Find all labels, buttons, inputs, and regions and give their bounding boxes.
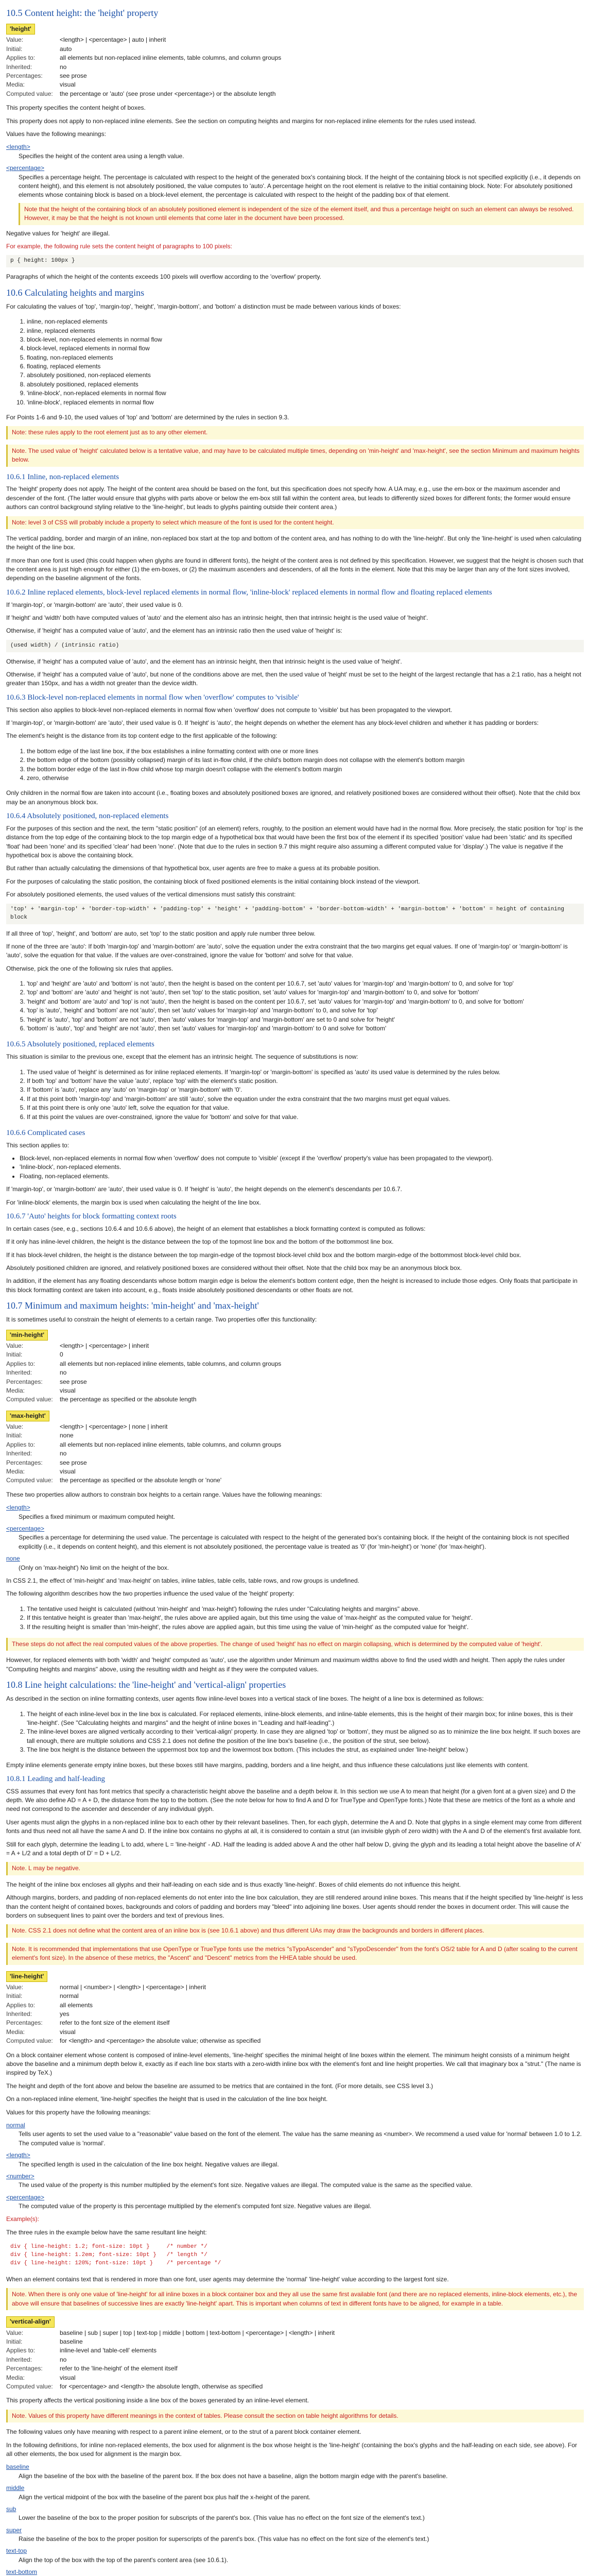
note: Note. It is recommended that implementations that use OpenType or TrueType fonts use the metrics "sTypoAscender" and "sTypoDescender" from the font's OS/2 table for A and D (after scaling to the current element's font size). In the absence of these metrics, the "Ascent" and "Descent" metrics from the HHEA table should be used.	[6, 1943, 584, 1965]
property-key: Computed value:	[6, 1477, 53, 1484]
property-row	[6, 1395, 283, 1404]
list	[6, 979, 584, 1033]
paragraph: This property does not apply to non-replaced inline elements. See the section on computing heights and margins for non-replaced inline elements for the rules used instead.	[6, 117, 477, 125]
paragraph: Still for each glyph, determine the leading L to add, where L = 'line-height' - AD. Half the leading is added above A and the other half below D, giving the glyph and its leading a total height above the baseline of A' = A + L/2 and a total depth of D' = D + L/2.	[6, 1840, 582, 1857]
property-table	[6, 1342, 283, 1404]
property-value: for <percentage> and <length> the absolute length, otherwise as specified	[60, 2382, 263, 2390]
list-item: 1. the bottom edge of the last line box, if the box establishes a inline formatting context with one or more lines	[27, 747, 584, 756]
paragraph: Otherwise, if 'height' has a computed value of 'auto', and the element has an intrinsic height, then that intrinsic height is the used value of 'height'.	[6, 657, 402, 665]
property-row	[6, 2374, 337, 2382]
property-row	[6, 1467, 283, 1476]
paragraph: If none of the three are 'auto': If both 'margin-top' and 'margin-bottom' are 'auto', solve the equation under the extra constraint that the two margins get equal values. If one of 'margin-top' or 'margin-bottom' is 'auto', solve the equation for that value. If the values are over-constrained, ignore the value for 'bottom' and solve for that value.	[6, 942, 568, 959]
paragraph: For Points 1-6 and 9-10, the used values of 'top' and 'bottom' are determined by the rules in section 9.3.	[6, 414, 289, 421]
paragraph: In certain cases (see, e.g., sections 10.6.4 and 10.6.6 above), the height of an element that establishes a block formatting context is computed as follows:	[6, 1225, 426, 1232]
list-item: 2. The inline-level boxes are aligned vertically according to their 'vertical-align' property. In case they are aligned 'top' or 'bottom', they must be aligned so as to minimize the line box height. If such boxes are tall enough, there are multiple solutions and CSS 2.1 does not define the position of the line box's baseline (i.e., the position of the strut, see below).	[27, 1727, 584, 1745]
value-term[interactable]: <number>	[6, 2172, 34, 2180]
value-desc: Specifies a percentage for determining the used value. The percentage is calculated with respect to the height of the generated box's containing block. If the height of the containing block is not specified explicitly (i.e., it depends on content height), and this element is not absolutely positioned, the percentage value is treated as '0' (for 'min-height') or 'none' (for 'max-height').	[19, 1534, 569, 1550]
paragraph: But rather than actually calculating the dimensions of that hypothetical box, user agents are free to make a guess at its probable position.	[6, 865, 380, 872]
property-row	[6, 54, 283, 62]
value-term[interactable]: <percentage>	[6, 164, 45, 172]
property-row	[6, 2337, 337, 2346]
paragraph: Paragraphs of which the height of the contents exceeds 100 pixels will overflow according to the 'overflow' property.	[6, 273, 322, 281]
property-row	[6, 1449, 283, 1458]
property-key: Percentages:	[6, 1378, 43, 1385]
property-key: Applies to:	[6, 54, 36, 62]
list	[6, 317, 584, 407]
property-key: Initial:	[6, 2338, 23, 2346]
property-row	[6, 1431, 283, 1440]
property-name: 'min-height'	[6, 1330, 48, 1341]
value-desc: The specified length is used in the calculation of the line box height. Negative values are illegal.	[19, 2160, 279, 2168]
paragraph: It is sometimes useful to constrain the height of elements to a certain range. Two properties offer this functionality:	[6, 1316, 317, 1324]
property-row	[6, 1440, 283, 1449]
property-def-line-height	[6, 1970, 584, 2046]
value-desc: Specifies a fixed minimum or maximum computed height.	[19, 1513, 176, 1520]
section-title-10-6-3: 10.6.3 Block-level non-replaced elements in normal flow when 'overflow' computes to 'visible'	[6, 693, 299, 702]
property-table	[6, 1983, 263, 2046]
paragraph: For the purposes of calculating the static position, the containing block of fixed positioned elements is the initial containing block instead of the viewport.	[6, 877, 420, 885]
list	[6, 747, 584, 783]
list-item: 3. the bottom border edge of the last in-flow child whose top margin doesn't collapse with the element's bottom margin	[27, 765, 584, 774]
property-value: the percentage as specified or the absolute length	[60, 1396, 197, 1403]
list-item: 1. 'top' and 'height' are 'auto' and 'bottom' is not 'auto', then the height is based on the content per 10.6.7, set 'auto' values for 'margin-top' and 'margin-bottom' to 0, and solve for 'top'	[27, 979, 584, 988]
property-value: no	[60, 1369, 67, 1377]
property-key: Inherited:	[6, 1369, 32, 1377]
value-desc: Lower the baseline of the box to the proper position for subscripts of the parent's box. (This value has no effect on the font size of the element's text.)	[19, 2514, 425, 2522]
property-value: see prose	[60, 1459, 87, 1466]
paragraph: If 'margin-top', or 'margin-bottom' are 'auto', their used value is 0. If 'height' is 'auto', the height depends on the element's descendants per 10.6.7.	[6, 1185, 402, 1193]
paragraph: The 'height' property does not apply. The height of the content area should be based on the font, but this specification does not specify how. A UA may, e.g., use the em-box or the maximum ascender and descender of the font. (The latter would ensure that glyphs with parts above or below the em-box still fall within the content area, but leads to differently sized boxes for different fonts; the former would ensure authors can control background styling relative to the 'line-height', but leads to glyphs painting outside their content area.)	[6, 485, 571, 511]
value-term[interactable]: <length>	[6, 1504, 30, 1512]
list	[6, 1710, 584, 1755]
paragraph: The element's height is the distance from its top content edge to the first applicable of the following:	[6, 732, 277, 740]
value-desc: (Only on 'max-height') No limit on the height of the box.	[19, 1564, 169, 1571]
note: Note: these rules apply to the root element just as to any other element.	[6, 426, 584, 439]
paragraph: This property affects the vertical positioning inside a line box of the boxes generated by an inline-level element.	[6, 2397, 309, 2404]
property-row	[6, 1368, 283, 1377]
value-term[interactable]: <length>	[6, 2151, 30, 2159]
list-item: 2. the bottom edge of the bottom (possibly collapsed) margin of its last in-flow child, if the child's bottom margin does not collapse with the element's bottom margin	[27, 756, 584, 765]
section-title-10-6: 10.6 Calculating heights and margins	[6, 287, 145, 298]
value-desc: Raise the baseline of the box to the proper position for superscripts of the parent's box. (This value has no effect on the font size of the element's text.)	[19, 2535, 429, 2543]
property-key: Percentages:	[6, 2019, 43, 2027]
list-item: 2. If both 'top' and 'bottom' have the value 'auto', replace 'top' with the element's static position.	[27, 1077, 584, 1086]
paragraph: In CSS 2.1, the effect of 'min-height' and 'max-height' on tables, inline tables, table cells, table rows, and row groups is undefined.	[6, 1577, 360, 1584]
paragraph: Values have the following meanings:	[6, 130, 106, 138]
property-row	[6, 1350, 283, 1359]
section-title-10-6-4: 10.6.4 Absolutely positioned, non-replaced elements	[6, 812, 169, 821]
paragraph: The height of the inline box encloses all glyphs and their half-leading on each side and is thus exactly 'line-height'. Boxes of child elements do not influence this height.	[6, 1880, 461, 1888]
property-key: Value:	[6, 36, 24, 44]
property-value: no	[60, 1450, 67, 1458]
paragraph: Negative values for 'height' are illegal.	[6, 229, 110, 237]
property-value: the percentage as specified or the absolute length or 'none'	[60, 1477, 222, 1484]
paragraph: Only children in the normal flow are taken into account (i.e., floating boxes and absolutely positioned boxes are ignored, and relatively positioned boxes are considered without their offset). Note that the child box may be an anonymous block box.	[6, 789, 581, 806]
list-item: 1. The height of each inline-level box in the line box is calculated. For replaced elements, inline-block elements, and inline-table elements, this is the height of their margin box; for inline boxes, this is their 'line-height'. (See "Calculating heights and margins" and the height of inline boxes in "Leading and half-leading".)	[27, 1710, 584, 1728]
paragraph: However, for replaced elements with both 'width' and 'height' computed as 'auto', use the algorithm under Minimum and maximum widths above to find the used width and height. Then apply the rules under "Computing heights and margins" above, using the resulting width and height as if they were the computed values.	[6, 1656, 565, 1673]
paragraph: On a block container element whose content is composed of inline-level elements, 'line-height' specifies the minimal height of line boxes within the element. The minimum height consists of a minimum height above the baseline and a minimum depth below it, exactly as if each line box starts with a zero-width inline box with the element's font and line height properties. We call that imaginary box a "strut." (The name is inspired by TeX.)	[6, 2051, 581, 2077]
property-name: 'vertical-align'	[6, 2316, 55, 2327]
paragraph: This property specifies the content height of boxes.	[6, 104, 146, 112]
paragraph: The following algorithm describes how the two properties influence the used value of the 'height' property:	[6, 1590, 294, 1598]
list-item: 8. absolutely positioned, replaced elements	[27, 380, 584, 389]
paragraph: If all three of 'top', 'height', and 'bottom' are auto, set 'top' to the static position and apply rule number three below.	[6, 929, 316, 937]
property-row	[6, 2346, 337, 2355]
property-def-vertical-align	[6, 2315, 584, 2391]
property-value: visual	[60, 1386, 76, 1394]
property-value: <length> | <percentage> | inherit	[60, 1342, 149, 1349]
property-value: visual	[60, 1468, 76, 1476]
list-item: 5. floating, non-replaced elements	[27, 353, 584, 362]
property-def-height	[6, 23, 584, 98]
property-value: see prose	[60, 72, 87, 80]
property-key: Initial:	[6, 1351, 23, 1359]
property-value: no	[60, 63, 67, 71]
paragraph: Empty inline elements generate empty inline boxes, but these boxes still have margins, padding, borders and a line height, and thus influence these calculations just like elements with content.	[6, 1761, 529, 1769]
property-row	[6, 2364, 337, 2373]
list-item: 3. The line box height is the distance between the uppermost box top and the lowermost box bottom. (This includes the strut, as explained under 'line-height' below.)	[27, 1745, 584, 1754]
property-row	[6, 2010, 263, 2019]
property-row	[6, 2382, 337, 2391]
paragraph: If more than one font is used (this could happen when glyphs are found in different fonts), the height of the content area is not defined by this specification. However, we suggest that the height is chosen such that the content area is just high enough for either (1) the em-boxes, or (2) the maximum ascenders and descenders, of all the fonts in the element. Note that this may be larger than any of the font sizes involved, depending on the baseline alignment of the fonts.	[6, 556, 584, 582]
property-key: Inherited:	[6, 1450, 32, 1458]
value-desc: Specifies the height of the content area using a length value.	[19, 152, 184, 160]
list	[6, 1068, 584, 1122]
property-table	[6, 2329, 337, 2392]
paragraph: The three rules in the example below have the same resultant line height:	[6, 2228, 207, 2236]
property-row	[6, 36, 283, 44]
value-definitions	[6, 143, 584, 225]
property-row	[6, 1422, 283, 1431]
list-item: 4. If at this point both 'margin-top' and 'margin-bottom' are still 'auto', solve the equation under the extra constraint that the two margins must get equal values.	[27, 1095, 584, 1104]
value-term[interactable]: <percentage>	[6, 2193, 45, 2201]
property-row	[6, 1476, 283, 1485]
list-item: 4. 'top' is 'auto', 'height' and 'bottom' are not 'auto', then set 'auto' values for 'margin-top' and 'margin-bottom' to 0, and solve for 'top'	[27, 1006, 584, 1015]
value-term[interactable]: <length>	[6, 143, 30, 151]
list-item: 7. absolutely positioned, non-replaced elements	[27, 371, 584, 380]
property-key: Value:	[6, 1423, 24, 1431]
property-key: Percentages:	[6, 1459, 43, 1466]
note: Note that the height of the containing block of an absolutely positioned element is independent of the size of the element itself, and thus a percentage height on such an element can always be resolved. However, it may be that the height is not known until elements that come later in the document have been processed.	[19, 203, 584, 225]
property-key: Computed value:	[6, 2037, 53, 2045]
value-term[interactable]: super	[6, 2526, 22, 2534]
value-definitions	[6, 2121, 584, 2211]
note: Note. The used value of 'height' calculated below is a tentative value, and may have to be calculated multiple times, depending on 'min-height' and 'max-height', see the section Minimum and maximum heights below.	[6, 445, 584, 467]
list-item: 1. The used value of 'height' is determined as for inline replaced elements. If 'margin-top' or 'margin-bottom' is specified as 'auto' its used value is determined by the rules below.	[27, 1068, 584, 1077]
paragraph: These two properties allow authors to constrain box heights to a certain range. Values have the following meanings:	[6, 1490, 322, 1498]
property-key: Inherited:	[6, 2355, 32, 2363]
property-value: <length> | <percentage> | auto | inherit	[60, 36, 166, 44]
value-term[interactable]: <percentage>	[6, 1524, 45, 1532]
property-row	[6, 72, 283, 80]
value-definitions	[6, 2463, 584, 2576]
property-key: Computed value:	[6, 2382, 53, 2390]
property-key: Percentages:	[6, 2365, 43, 2372]
property-name: 'max-height'	[6, 1411, 49, 1421]
property-key: Media:	[6, 81, 25, 89]
paragraph: If it only has inline-level children, the height is the distance between the top of the topmost line box and the bottom of the bottommost line box.	[6, 1238, 394, 1246]
property-value: see prose	[60, 1378, 87, 1385]
property-name: 'line-height'	[6, 1971, 47, 1982]
list-item: 4. zero, otherwise	[27, 774, 584, 783]
property-value: all elements	[60, 2001, 93, 2009]
formula: (used width) / (intrinsic ratio)	[6, 640, 584, 652]
property-value: none	[60, 1432, 74, 1439]
paragraph: Absolutely positioned children are ignored, and relatively positioned boxes are considered without their offset. Note that the child box may be an anonymous block box.	[6, 1264, 462, 1272]
value-term[interactable]: baseline	[6, 2463, 29, 2471]
paragraph: Otherwise, if 'height' has a computed value of 'auto', but none of the conditions above are met, then the used value of 'height' must be set to the height of the largest rectangle that has a 2:1 ratio, has a height not greater than 150px, and has a width not greater than the device width.	[6, 671, 582, 687]
property-value: baseline | sub | super | top | text-top | middle | bottom | text-bottom | <percentage> | <length> | inherit	[60, 2329, 335, 2336]
formula: 'top' + 'margin-top' + 'border-top-width' + 'padding-top' + 'height' + 'padding-bottom' + 'border-bottom-width' + 'margin-bottom' + 'bottom' = height of containing block	[6, 904, 584, 924]
list-item: 5. If at this point there is only one 'auto' left, solve the equation for that value.	[27, 1104, 584, 1112]
paragraph: This section also applies to block-level non-replaced elements in normal flow when 'overflow' does not compute to 'visible' but has been propagated to the viewport.	[6, 706, 453, 714]
property-value: visual	[60, 2028, 76, 2036]
section-title-10-8: 10.8 Line height calculations: the 'line-height' and 'vertical-align' properties	[6, 1680, 286, 1690]
value-term[interactable]: normal	[6, 2121, 25, 2129]
paragraph: Otherwise, if 'height' has a computed value of 'auto', and the element has an intrinsic ratio then the used value of 'height' is:	[6, 627, 342, 635]
property-row	[6, 2037, 263, 2045]
property-row	[6, 1360, 283, 1368]
note: Note. CSS 2.1 does not define what the content area of an inline box is (see 10.6.1 above) and thus different UAs may draw the backgrounds and borders in different places.	[6, 1924, 584, 1937]
property-key: Computed value:	[6, 1396, 53, 1403]
paragraph: For the purposes of this section and the next, the term "static position" (of an element) refers, roughly, to the position an element would have had in the normal flow. More precisely, the static position for 'top' is the distance from the top edge of the containing block to the top margin edge of a hypothetical box that would have been the first box of the element if its specified 'position' value had been 'static' and its specified 'float' had been 'none' and its specified 'clear' had been 'none'. (Note that due to the rules in section 9.7 this might require also assuming a different computed value for 'display'.) The value is negative if the hypothetical box is above the containing block.	[6, 824, 583, 859]
list-item: 2. inline, replaced elements	[27, 327, 584, 335]
list-item: • Floating, non-replaced elements.	[20, 1172, 584, 1181]
list-item: 1. inline, non-replaced elements	[27, 317, 584, 326]
property-row	[6, 1342, 283, 1350]
property-row	[6, 2329, 337, 2337]
value-desc: The used value of the property is this number multiplied by the element's font size. Negative values are illegal. The computed value is the same as the specified value.	[19, 2181, 473, 2189]
section-title-10-6-7: 10.6.7 'Auto' heights for block formatting context roots	[6, 1212, 177, 1221]
paragraph: If 'height' and 'width' both have computed values of 'auto' and the element also has an intrinsic height, then that intrinsic height is the used value of 'height'.	[6, 614, 428, 621]
property-value: visual	[60, 2374, 76, 2381]
list-item: 3. If the resulting height is smaller than 'min-height', the rules above are applied again, but this time using the value of 'min-height' as the computed value for 'height'.	[27, 1623, 584, 1632]
property-key: Media:	[6, 2374, 25, 2381]
note: Note: level 3 of CSS will probably include a property to select which measure of the font is used for the content height.	[6, 516, 584, 529]
property-value: visual	[60, 81, 76, 89]
property-row	[6, 2355, 337, 2364]
paragraph: If 'margin-top', or 'margin-bottom' are 'auto', their used value is 0. If 'height' is 'auto', the height depends on whether the element has any block-level children and whether it has padding or borders:	[6, 719, 539, 727]
property-key: Applies to:	[6, 2001, 36, 2009]
property-row	[6, 2019, 263, 2027]
value-desc: Align the vertical midpoint of the box with the baseline of the parent box plus half the x-height of the parent.	[19, 2493, 311, 2501]
property-key: Initial:	[6, 1992, 23, 2000]
property-row	[6, 2001, 263, 2010]
property-table	[6, 1422, 283, 1485]
property-key: Computed value:	[6, 90, 53, 97]
section-title-10-6-5: 10.6.5 Absolutely positioned, replaced elements	[6, 1040, 154, 1049]
example-label: Example(s):	[6, 2215, 40, 2223]
list-item: 5. 'height' is 'auto', 'top' and 'bottom' are not 'auto', then 'auto' values for 'margin-top' and 'margin-bottom' are set to 0 and solve for 'height'	[27, 1015, 584, 1024]
value-term[interactable]: sub	[6, 2505, 16, 2513]
property-value: all elements but non-replaced inline elements, table columns, and column groups	[60, 54, 282, 62]
list-item: • 'Inline-block', non-replaced elements.	[20, 1163, 584, 1172]
property-value: <length> | <percentage> | none | inherit	[60, 1423, 168, 1431]
section-title-10-8-1: 10.8.1 Leading and half-leading	[6, 1774, 106, 1783]
list-item: 3. If 'bottom' is 'auto', replace any 'auto' on 'margin-top' or 'margin-bottom' with '0'.	[27, 1086, 584, 1094]
property-row	[6, 2028, 263, 2037]
property-value: inline-level and 'table-cell' elements	[60, 2347, 157, 2354]
property-key: Initial:	[6, 1432, 23, 1439]
property-value: normal | <number> | <length> | <percentage> | inherit	[60, 1983, 206, 1991]
paragraph: The following values only have meaning with respect to a parent inline element, or to the strut of a parent block container element.	[6, 2428, 361, 2436]
section-title-10-7: 10.7 Minimum and maximum heights: 'min-height' and 'max-height'	[6, 1300, 259, 1311]
value-desc: Specifies a percentage height. The percentage is calculated with respect to the height of the generated box's containing block. If the height of the containing block is not specified explicitly (i.e., it depends on content height), and this element is not absolutely positioned, the value computes to 'auto'. A percentage height on the root element is relative to the initial containing block. Note: For absolutely positioned elements whose containing block is based on a block-level element, the percentage is calculated with respect to the height of the padding box of that element.	[19, 173, 581, 199]
property-key: Percentages:	[6, 72, 43, 80]
property-key: Media:	[6, 2028, 25, 2036]
paragraph: Otherwise, pick the one of the following six rules that applies.	[6, 964, 173, 972]
list-item: 2. If this tentative height is greater than 'max-height', the rules above are applied again, but this time using the value of 'max-height' as the computed value for 'height'.	[27, 1614, 584, 1622]
property-key: Value:	[6, 1983, 24, 1991]
property-value: the percentage or 'auto' (see prose under <percentage>) or the absolute length	[60, 90, 276, 97]
value-term[interactable]: text-bottom	[6, 2568, 38, 2576]
value-definitions	[6, 1503, 584, 1572]
value-term[interactable]: middle	[6, 2484, 25, 2492]
property-row	[6, 1983, 263, 1992]
property-value: all elements but non-replaced inline elements, table columns, and column groups	[60, 1360, 282, 1367]
property-row	[6, 90, 283, 98]
property-key: Media:	[6, 1468, 25, 1476]
paragraph: Although margins, borders, and padding of non-replaced elements do not enter into the line box calculation, they are still rendered around inline boxes. This means that if the height specified by 'line-height' is less than the content height of contained boxes, backgrounds and colors of padding and borders may "bleed" into adjoining line boxes. User agents should render the boxes in document order. This will cause the borders on subsequent lines to paint over the borders and text of previous lines.	[6, 1894, 583, 1919]
property-row	[6, 1459, 283, 1467]
note: Note. Values of this property have different meanings in the context of tables. Please consult the section on table height algorithms for details.	[6, 2410, 584, 2422]
property-key: Applies to:	[6, 2347, 36, 2354]
paragraph: On a non-replaced inline element, 'line-height' specifies the height that is used in the calculation of the line box height.	[6, 2095, 328, 2103]
list-item: 6. 'bottom' is 'auto', 'top' and 'height' are not 'auto', then set 'auto' values for 'margin-top' and 'margin-bottom' to 0 and solve for 'bottom'	[27, 1024, 584, 1033]
list-item: 3. block-level, non-replaced elements in normal flow	[27, 335, 584, 344]
section-title-10-6-1: 10.6.1 Inline, non-replaced elements	[6, 472, 119, 481]
list-item: 1. The tentative used height is calculated (without 'min-height' and 'max-height') following the rules under "Calculating heights and margins" above.	[27, 1605, 584, 1614]
paragraph: In addition, if the element has any floating descendants whose bottom margin edge is below the element's bottom content edge, then the height is increased to include those edges. Only floats that participate in this block formatting context are taken into account, e.g., floats inside absolutely positioned descendants or other floats are not.	[6, 1277, 578, 1294]
value-term[interactable]: text-top	[6, 2547, 27, 2555]
property-value: for <length> and <percentage> the absolute value; otherwise as specified	[60, 2037, 261, 2045]
property-def-max-height	[6, 1410, 584, 1485]
property-value: all elements but non-replaced inline elements, table columns, and column groups	[60, 1440, 282, 1448]
property-row	[6, 1992, 263, 2001]
property-key: Value:	[6, 1342, 24, 1349]
note: These steps do not affect the real computed values of the above properties. The change of used 'height' has no effect on margin collapsing, which is determined by the computed value of 'height'.	[6, 1638, 584, 1651]
paragraph: If 'margin-top', or 'margin-bottom' are 'auto', their used value is 0.	[6, 601, 183, 608]
property-value: baseline	[60, 2338, 83, 2346]
code-example: p { height: 100px }	[6, 255, 584, 267]
paragraph: If it has block-level children, the height is the distance between the top margin-edge of the topmost block-level child box and the bottom margin-edge of the bottommost block-level child box.	[6, 1251, 522, 1259]
property-value: yes	[60, 2010, 69, 2018]
list-item: 2. 'top' and 'bottom' are 'auto' and 'height' is not 'auto', then set 'top' to the static position, set 'auto' values for 'margin-top' and 'margin-bottom' to 0, and solve for 'bottom'	[27, 988, 584, 997]
property-def-min-height	[6, 1329, 584, 1404]
note: Note. L may be negative.	[6, 1862, 584, 1875]
value-desc: The computed value of the property is this percentage multiplied by the element's computed font size. Negative values are illegal.	[19, 2202, 372, 2210]
paragraph: When an element contains text that is rendered in more than one font, user agents may determine the 'normal' 'line-height' value according to the largest font size.	[6, 2276, 449, 2283]
property-key: Inherited:	[6, 63, 32, 71]
property-key: Initial:	[6, 45, 23, 53]
example-intro: For example, the following rule sets the content height of paragraphs to 100 pixels:	[6, 242, 232, 250]
value-desc: Align the top of the box with the top of the parent's content area (see 10.6.1).	[19, 2556, 229, 2564]
value-term[interactable]: none	[6, 1555, 20, 1563]
list-item: 10. 'inline-block', replaced elements in normal flow	[27, 398, 584, 407]
property-key: Inherited:	[6, 2010, 32, 2018]
list-item: • Block-level, non-replaced elements in normal flow when 'overflow' does not compute to 'visible' (except if the 'overflow' property's value has been propagated to the viewport).	[20, 1154, 584, 1163]
note: Note. When there is only one value of 'line-height' for all inline boxes in a block container box and they all use the same first available font (and there are no replaced elements, inline-block elements, etc.), the above will ensure that baselines of successive lines are exactly 'line-height' apart. This is important when columns of text in different fonts have to be aligned, for example in a table.	[6, 2288, 584, 2310]
property-row	[6, 1386, 283, 1395]
list-item: 4. block-level, replaced elements in normal flow	[27, 344, 584, 353]
section-title-10-6-6: 10.6.6 Complicated cases	[6, 1128, 85, 1137]
property-row	[6, 45, 283, 54]
property-value: normal	[60, 1992, 79, 2000]
list-item: 3. 'height' and 'bottom' are 'auto' and 'top' is not 'auto', then the height is based on the content per 10.6.7, set 'auto' values for 'margin-top' and 'margin-bottom' to 0, and solve for 'bottom'	[27, 997, 584, 1006]
property-table	[6, 36, 283, 98]
property-key: Media:	[6, 1386, 25, 1394]
list-item: 6. If at this point the values are over-constrained, ignore the value for 'bottom' and solve for that value.	[27, 1113, 584, 1122]
value-desc: Tells user agents to set the used value to a "reasonable" value based on the font of the element. The value has the same meaning as <number>. We recommend a used value for 'normal' between 1.0 to 1.2. The computed value is 'normal'.	[19, 2130, 582, 2147]
property-name: 'height'	[6, 24, 35, 35]
property-row	[6, 63, 283, 72]
paragraph: This section applies to:	[6, 1141, 69, 1149]
paragraph: For absolutely positioned elements, the used values of the vertical dimensions must satisfy this constraint:	[6, 891, 296, 899]
paragraph: For 'inline-block' elements, the margin box is used when calculating the height of the line box.	[6, 1198, 261, 1206]
property-value: no	[60, 2355, 67, 2363]
paragraph: As described in the section on inline formatting contexts, user agents flow inline-level boxes into a vertical stack of line boxes. The height of a line box is determined as follows:	[6, 1695, 484, 1703]
property-value: refer to the 'line-height' of the element itself	[60, 2365, 178, 2372]
list	[6, 1605, 584, 1632]
paragraph: In the following definitions, for inline non-replaced elements, the box used for alignment is the box whose height is the 'line-height' (containing the box's glyphs and the half-leading on each side, see above). For all other elements, the box used for alignment is the margin box.	[6, 2441, 577, 2458]
paragraph: The vertical padding, border and margin of an inline, non-replaced box start at the top and bottom of the content area, and has nothing to do with the 'line-height'. But only the 'line-height' is used when calculating the height of the line box.	[6, 534, 582, 551]
property-key: Applies to:	[6, 1440, 36, 1448]
property-row	[6, 80, 283, 89]
paragraph: Values for this property have the following meanings:	[6, 2108, 151, 2116]
property-row	[6, 1378, 283, 1386]
property-value: 0	[60, 1351, 63, 1359]
paragraph: For calculating the values of 'top', 'margin-top', 'height', 'margin-bottom', and 'bottom' a distinction must be made between various kinds of boxes:	[6, 302, 401, 310]
paragraph: This situation is similar to the previous one, except that the element has an intrinsic height. The sequence of substitutions is now:	[6, 1053, 358, 1061]
property-value: refer to the font size of the element itself	[60, 2019, 170, 2027]
section-title-10-6-2: 10.6.2 Inline replaced elements, block-level replaced elements in normal flow, 'inline-block' replaced elements in normal flow and floating replaced elements	[6, 588, 492, 597]
list-item: 9. 'inline-block', non-replaced elements in normal flow	[27, 389, 584, 398]
value-desc: Align the baseline of the box with the baseline of the parent box. If the box does not have a baseline, align the bottom margin edge with the parent's baseline.	[19, 2472, 448, 2480]
property-value: auto	[60, 45, 72, 53]
code-example: div { line-height: 1.2; font-size: 10pt } /* number */ div { line-height: 1.2em; font-size: 10pt } /* length */ div { line-height: 120%; font-size: 10pt } /* percentage */	[6, 2241, 584, 2270]
paragraph: The height and depth of the font above and below the baseline are assumed to be metrics that are contained in the font. (For more details, see CSS level 3.)	[6, 2082, 433, 2090]
list-item: 6. floating, replaced elements	[27, 362, 584, 371]
paragraph: User agents must align the glyphs in a non-replaced inline box to each other by their relevant baselines. Then, for each glyph, determine the A and D. Note that glyphs in a single element may come from different fonts and thus need not all have the same A and D. If the inline box contains no glyphs at all, it is considered to contain a strut (an invisible glyph of zero width) with the A and D of the element's first available font.	[6, 1818, 582, 1835]
property-key: Value:	[6, 2329, 24, 2336]
paragraph: CSS assumes that every font has font metrics that specify a characteristic height above the baseline and a depth below it. In this section we use A to mean that height (for a given font at a given size) and D the depth. We also define AD = A + D, the distance from the top to the bottom. (See the note below for how to find A and D for TrueType and OpenType fonts.) Note that these are metrics of the font as a whole and need not correspond to the ascender and descender of any individual glyph.	[6, 1787, 576, 1813]
property-key: Applies to:	[6, 1360, 36, 1367]
section-title-10-5: 10.5 Content height: the 'height' property	[6, 8, 159, 18]
list	[6, 1154, 584, 1181]
